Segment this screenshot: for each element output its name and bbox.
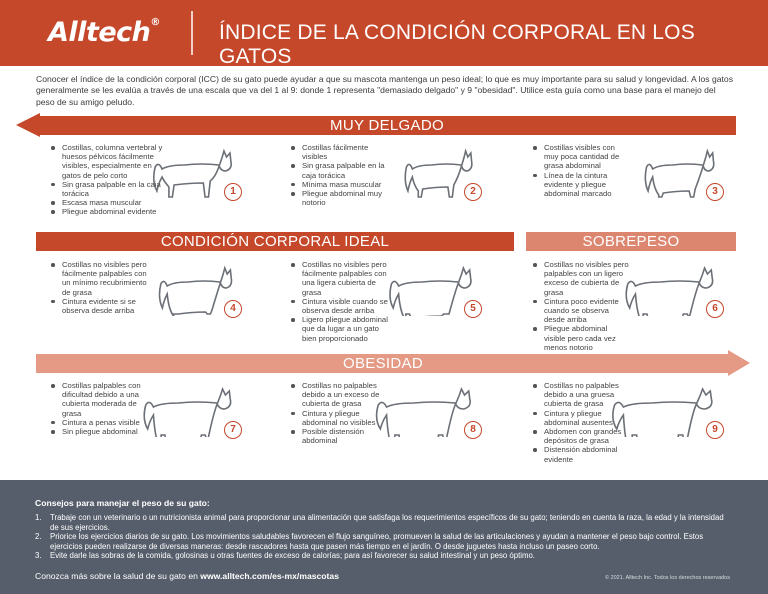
- learn-more-link[interactable]: www.alltech.com/es-mx/mascotas: [200, 571, 339, 581]
- arrow-left-icon: [16, 113, 40, 137]
- score-badge: 7: [224, 421, 242, 439]
- tip-text: Trabaje con un veterinario o un nutricionista animal para proporcionar una alimentación que satisfaga los requerimientos específicos de su gato; teniendo en cuenta la raza, la edad y la intensidad de sus ejercicios.: [50, 513, 724, 532]
- footer-panel: [0, 480, 768, 594]
- tip-item: [35, 532, 725, 551]
- score-badge: 2: [464, 183, 482, 201]
- condition-bullet: Cintura evidente si se observa desde arriba: [48, 297, 148, 315]
- intro-paragraph: Conocer el índice de la condición corporal (ICC) de su gato puede ayudar a que su mascota mantenga un peso ideal; lo que es muy importante para su salud y longevidad. A los gatos generalmente se les evalúa a través de una escala que va del 1 al 9: donde 1 representa "demasiado delgado" y 9 "obesidad". Utilice esta guía como una base para el manejo del peso de su amigo peludo.: [36, 74, 733, 107]
- condition-cell-7: [48, 381, 288, 475]
- condition-bullet: Costillas no visibles pero fácilmente palpables con una ligera cubierta de grasa: [288, 260, 388, 297]
- cat-silhouette-icon: [622, 264, 718, 321]
- band-condicion-ideal: CONDICIÓN CORPORAL IDEAL: [36, 232, 514, 251]
- condition-bullet: Abdomen con grandes depósitos de grasa: [530, 427, 630, 445]
- score-badge: 4: [224, 300, 242, 318]
- condition-cell-1: [48, 143, 288, 237]
- condition-bullet: Pliegue abdominal muy notorio: [288, 189, 388, 207]
- condition-cell-3: [530, 143, 768, 237]
- condition-bullet: Pliegue abdominal visible pero cada vez menos notorio: [530, 324, 630, 352]
- condition-cell-2: [288, 143, 528, 237]
- condition-bullet: Costillas visibles con muy poca cantidad de grasa abdominal: [530, 143, 630, 171]
- band-obesidad: OBESIDAD: [36, 354, 730, 373]
- condition-bullet: Mínima masa muscular: [288, 180, 388, 189]
- condition-bullet: Cintura poco evidente cuando se observa desde arriba: [530, 297, 630, 325]
- condition-bullets: [530, 143, 630, 198]
- score-badge: 6: [706, 300, 724, 318]
- learn-more-line: [35, 571, 339, 581]
- condition-bullet: Cintura visible cuando se observa desde arriba: [288, 297, 388, 315]
- cat-silhouette-icon: [372, 385, 476, 442]
- condition-bullet: Costillas no palpables debido a una gruesa cubierta de grasa: [530, 381, 630, 409]
- learn-more-text: Conozca más sobre la salud de su gato en: [35, 571, 201, 581]
- condition-bullet: Costillas no visibles pero fácilmente palpables con un mínimo recubrimiento de grasa: [48, 260, 148, 297]
- band-sobrepeso: SOBREPESO: [526, 232, 736, 251]
- condition-bullet: Cintura y pliegue abdominal no visibles: [288, 409, 388, 427]
- condition-bullet: Posible distensión abdominal: [288, 427, 388, 445]
- condition-bullet: Sin grasa palpable en la caja torácica: [48, 180, 170, 198]
- cat-silhouette-icon: [150, 147, 236, 204]
- tip-number: 1.: [35, 513, 42, 522]
- condition-bullet: Costillas no visibles pero palpables con un ligero exceso de cubierta de grasa: [530, 260, 630, 297]
- score-badge: 3: [706, 183, 724, 201]
- condition-bullet: Costillas no palpables debido a un exceso de cubierta de grasa: [288, 381, 388, 409]
- score-badge: 9: [706, 421, 724, 439]
- condition-cell-5: [288, 260, 528, 354]
- condition-cell-6: [530, 260, 768, 354]
- tips-title: Consejos para manejar el peso de su gato:: [35, 498, 210, 508]
- tip-text: Priorice los ejercicios diarios de su gato. Los movimientos saludables favorecen el flujo sanguíneo, promueven la salud de las articulaciones y ayudan a mantener el peso bajo control. Estos ejercicios pueden realizarse de diversas maneras: desde rascadores hasta que pasen más tiempo en el jardín. O desde juguetes hasta incluso un paseo corto.: [50, 532, 704, 551]
- condition-cell-4: [48, 260, 288, 354]
- condition-bullet: Ligero pliegue abdominal que da lugar a un gato bien proporcionado: [288, 315, 388, 343]
- condition-bullet: Sin pliegue abdominal: [48, 427, 148, 436]
- condition-bullet: Cintura y pliegue abdominal ausentes: [530, 409, 630, 427]
- condition-bullets: [288, 260, 388, 343]
- tips-list: [35, 513, 725, 561]
- condition-bullet: Costillas palpables con dificultad debido a una cubierta moderada de grasa: [48, 381, 148, 418]
- condition-bullet: Costillas fácilmente visibles: [288, 143, 388, 161]
- condition-bullet: Cintura a penas visible: [48, 418, 148, 427]
- condition-bullet: Escasa masa muscular: [48, 198, 170, 207]
- logo-text: Alltech: [48, 17, 151, 48]
- band-muy-delgado: MUY DELGADO: [38, 116, 736, 135]
- cat-silhouette-icon: [386, 264, 476, 321]
- header-bar: [0, 0, 768, 66]
- page-title: ÍNDICE DE LA CONDICIÓN CORPORAL EN LOS GATOS: [219, 21, 695, 68]
- condition-bullet: Línea de la cintura evidente y pliegue abdominal marcado: [530, 171, 630, 199]
- tip-item: [35, 513, 725, 532]
- header-divider: [191, 11, 193, 55]
- logo-registered-mark: ®: [150, 17, 160, 28]
- copyright-notice: © 2021. Alltech Inc. Todos los derechos reservados: [604, 575, 730, 581]
- condition-bullets: [48, 260, 148, 315]
- tip-item: [35, 551, 725, 561]
- tip-text: Evite darle las sobras de la comida, golosinas u otras fuentes de exceso de calorías; para así favorecer su salud intestinal y un peso óptimo.: [50, 551, 535, 561]
- condition-bullets: [530, 260, 630, 352]
- condition-bullet: Distensión abdominal evidente: [530, 445, 630, 463]
- condition-bullet: Costillas, columna vertebral y huesos pélvicos fácilmente visibles, especialmente en gatos de pelo corto: [48, 143, 170, 180]
- alltech-logo: [48, 17, 160, 48]
- cat-silhouette-icon: [140, 385, 236, 442]
- condition-bullet: Pliegue abdominal evidente: [48, 207, 170, 216]
- condition-bullets: [288, 143, 388, 207]
- score-badge: 1: [224, 183, 242, 201]
- cat-silhouette-icon: [608, 385, 718, 442]
- condition-cell-8: [288, 381, 528, 475]
- tip-number: 3.: [35, 551, 42, 561]
- score-badge: 8: [464, 421, 482, 439]
- condition-bullet: Sin grasa palpable en la caja torácica: [288, 161, 388, 179]
- score-badge: 5: [464, 300, 482, 318]
- condition-bullets: [48, 381, 148, 436]
- tip-number: 2.: [35, 532, 42, 542]
- condition-cell-9: [530, 381, 768, 475]
